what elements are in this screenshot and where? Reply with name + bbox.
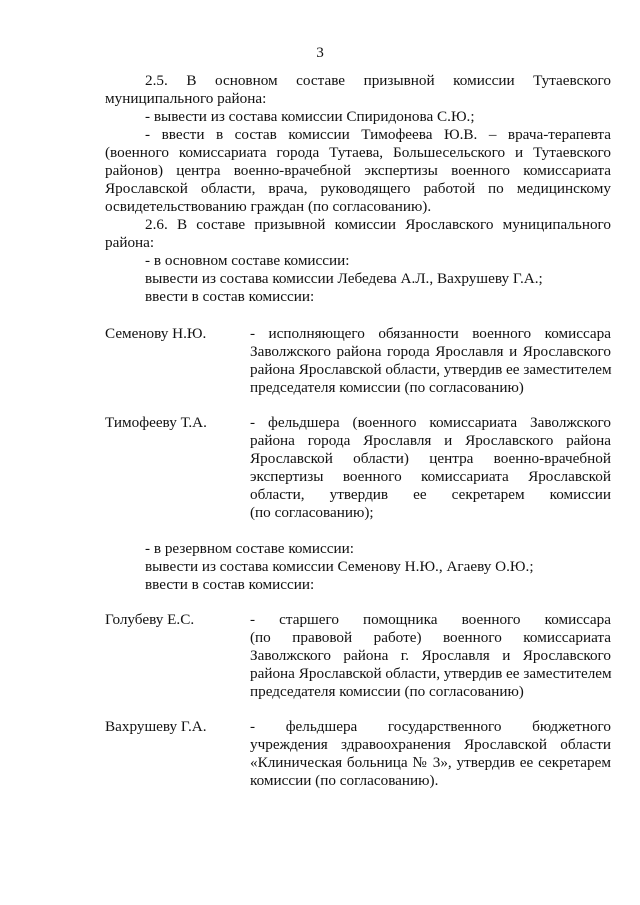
sec25-line-3: - вывести из состава комиссии Спиридонова С.Ю.;	[145, 108, 475, 125]
person-desc-line: председателя комиссии (по согласованию)	[250, 379, 524, 396]
sec26-line-4: вывести из состава комиссии Лебедева А.Л., Вахрушеву Г.А.;	[145, 270, 543, 287]
person-name: Семенову Н.Ю.	[105, 325, 207, 342]
reserve-line-2: вывести из состава комиссии Семенову Н.Ю., Агаеву О.Ю.;	[145, 558, 534, 575]
sec25-line-2: муниципального района:	[105, 90, 267, 107]
sec25-line-5: (военного комиссариата города Тутаева, Большесельского и Тутаевского	[105, 144, 611, 161]
person-name: Тимофееву Т.А.	[105, 414, 207, 431]
person-desc-line: учреждения здравоохранения Ярославской области	[250, 736, 611, 753]
person-name: Вахрушеву Г.А.	[105, 718, 207, 735]
person-desc-line: экспертизы военного комиссариата Ярославской	[250, 468, 611, 485]
person-desc-line: района Ярославской области, утвердив ее заместителем	[250, 361, 612, 378]
person-desc-line: комиссии (по согласованию).	[250, 772, 439, 789]
person-name: Голубеву Е.С.	[105, 611, 195, 628]
person-desc-line: председателя комиссии (по согласованию)	[250, 683, 524, 700]
sec26-line-3: - в основном составе комиссии:	[145, 252, 350, 269]
sec26-line-1: 2.6. В составе призывной комиссии Ярославского муниципального	[145, 216, 611, 233]
person-desc-line: - фельдшера государственного бюджетного	[250, 718, 611, 735]
sec25-line-6: районов) центра военно-врачебной экспертизы военного комиссариата	[105, 162, 611, 179]
person-desc-line: (по согласованию);	[250, 504, 374, 521]
sec25-line-8: освидетельствованию граждан (по согласованию).	[105, 198, 432, 215]
reserve-line-3: ввести в состав комиссии:	[145, 576, 315, 593]
person-desc-line: Ярославской области) центра военно-врачебной	[250, 450, 611, 467]
sec25-line-1: 2.5. В основном составе призывной комиссии Тутаевского	[145, 72, 611, 89]
sec26-line-5: ввести в состав комиссии:	[145, 288, 315, 305]
person-desc-line: района Ярославской области, утвердив ее заместителем	[250, 665, 612, 682]
person-desc-line: Заволжского района г. Ярославля и Ярославского	[250, 647, 611, 664]
person-desc-line: - старшего помощника военного комиссара	[250, 611, 611, 628]
reserve-line-1: - в резервном составе комиссии:	[145, 540, 354, 557]
person-desc-line: района города Ярославля и Ярославского района	[250, 432, 611, 449]
person-desc-line: (по правовой работе) военного комиссариата	[250, 629, 611, 646]
sec25-line-4: - ввести в состав комиссии Тимофеева Ю.В. – врача-терапевта	[145, 126, 611, 143]
person-desc-line: - исполняющего обязанности военного комиссара	[250, 325, 611, 342]
sec26-line-2: района:	[105, 234, 155, 251]
person-desc-line: - фельдшера (военного комиссариата Заволжского	[250, 414, 611, 431]
person-desc-line: области, утвердив ее секретарем комиссии	[250, 486, 611, 503]
person-desc-line: «Клиническая больница № 3», утвердив ее секретарем	[250, 754, 611, 771]
sec25-line-7: Ярославской области, врача, руководящего работой по медицинскому	[105, 180, 611, 197]
person-desc-line: Заволжского района города Ярославля и Ярославского	[250, 343, 611, 360]
page-number: 3	[316, 44, 324, 61]
